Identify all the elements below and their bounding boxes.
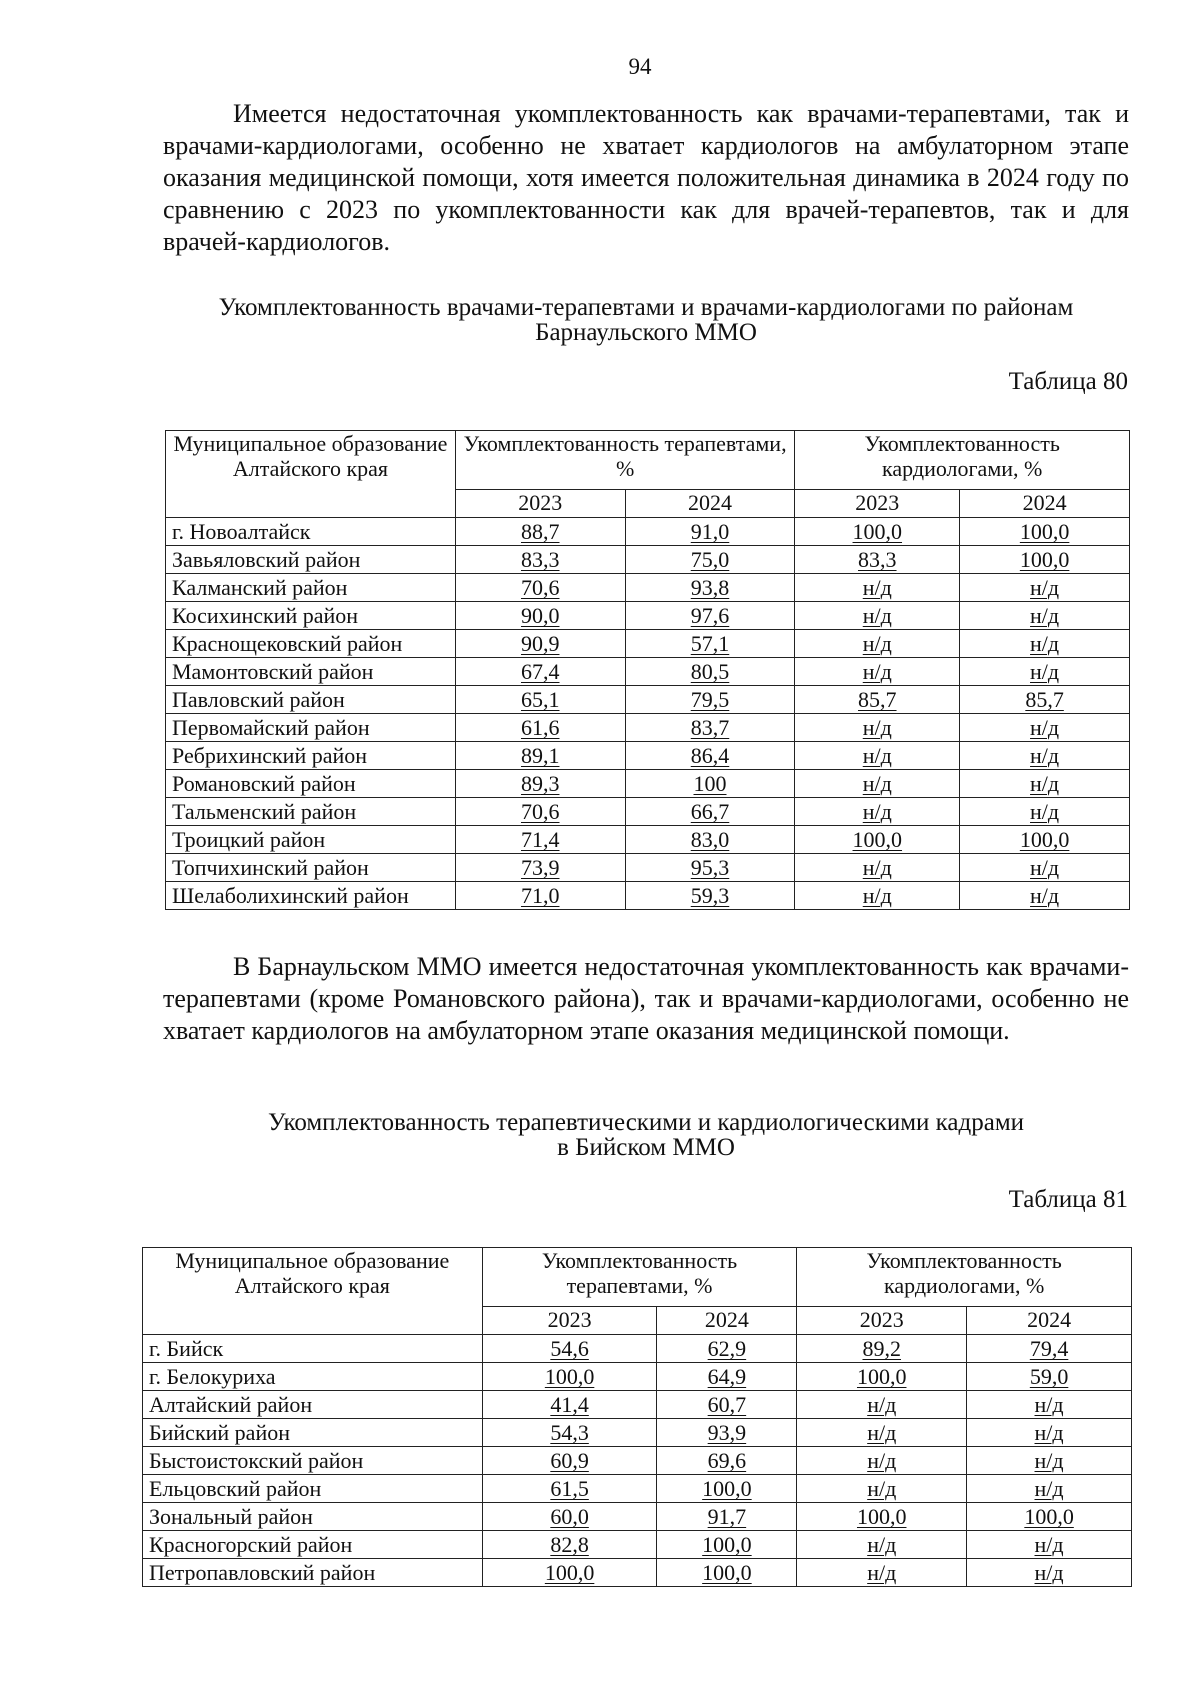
staffing-value [625, 770, 795, 798]
table80-heading [163, 295, 1129, 345]
staffing-value-text: 57,1 [690, 631, 730, 656]
paragraph-intro [163, 98, 1129, 258]
municipality-name: г. Белокуриха [143, 1363, 483, 1391]
table-row [166, 630, 1130, 658]
staffing-value [795, 882, 960, 910]
staffing-value [960, 518, 1130, 546]
staffing-value-text: 79,5 [690, 687, 730, 712]
municipality-name: Калманский район [166, 574, 456, 602]
staffing-value-text: 83,0 [690, 827, 730, 852]
table-row [143, 1531, 1132, 1559]
staffing-value-text: н/д [1030, 883, 1060, 908]
header-therapists: Укомплектованность терапевтами, % [482, 1248, 797, 1307]
header-year: 2023 [482, 1307, 657, 1335]
staffing-value-text: н/д [862, 743, 892, 768]
staffing-value [967, 1419, 1132, 1447]
staffing-value-text: н/д [867, 1420, 897, 1445]
staffing-value [625, 798, 795, 826]
municipality-name: Алтайский район [143, 1391, 483, 1419]
staffing-value [960, 714, 1130, 742]
staffing-value [657, 1335, 797, 1363]
staffing-value [625, 518, 795, 546]
table-80 [165, 430, 1130, 910]
staffing-value [797, 1531, 967, 1559]
table-row [166, 574, 1130, 602]
staffing-value-text: 100,0 [1019, 827, 1070, 852]
staffing-value-text: 100,0 [544, 1364, 595, 1389]
header-year: 2024 [960, 490, 1130, 518]
staffing-value-text: 88,7 [520, 519, 560, 544]
staffing-value [795, 742, 960, 770]
staffing-value-text: н/д [1030, 603, 1060, 628]
staffing-value [967, 1335, 1132, 1363]
staffing-value-text: н/д [862, 883, 892, 908]
staffing-value [482, 1531, 657, 1559]
staffing-value-text: 71,0 [520, 883, 560, 908]
staffing-value [797, 1475, 967, 1503]
staffing-value [797, 1447, 967, 1475]
staffing-value-text: 65,1 [520, 687, 560, 712]
staffing-value-text: н/д [862, 659, 892, 684]
staffing-value-text: 90,0 [520, 603, 560, 628]
staffing-value [795, 854, 960, 882]
staffing-value [967, 1363, 1132, 1391]
staffing-value-text: 83,3 [858, 547, 897, 572]
table80-heading-line1: Укомплектованность врачами-терапевтами и врачами-кардиологами по районам [218, 294, 1074, 321]
staffing-value [625, 574, 795, 602]
staffing-value [455, 518, 625, 546]
municipality-name: Шелаболихинский район [166, 882, 456, 910]
staffing-value-text: 83,7 [690, 715, 730, 740]
staffing-value [795, 826, 960, 854]
header-year: 2023 [797, 1307, 967, 1335]
staffing-value [960, 546, 1130, 574]
table-row [143, 1391, 1132, 1419]
staffing-value-text: 73,9 [520, 855, 560, 880]
table-row [166, 770, 1130, 798]
staffing-value-text: 59,3 [690, 883, 730, 908]
paragraph-intro-text: Имеется недостаточная укомплектованность как врачами-терапевтами, так и врачами-кардиологами, особенно не хватает кардиологов на амбулаторном этапе оказания медицинской помощи, хотя имеется положительная динамика в 2024 году по сравнению с 2023 по укомплектованности как для врачей-терапевтов, так и для врачей-кардиологов. [163, 99, 1129, 256]
table-row [166, 714, 1130, 742]
staffing-value-text: 69,6 [707, 1448, 747, 1473]
staffing-value-text: н/д [867, 1532, 897, 1557]
staffing-value [795, 630, 960, 658]
staffing-value [455, 630, 625, 658]
staffing-value [625, 826, 795, 854]
staffing-value [967, 1391, 1132, 1419]
staffing-value-text: 80,5 [690, 659, 730, 684]
staffing-value [482, 1391, 657, 1419]
municipality-name: Красногорский район [143, 1531, 483, 1559]
staffing-value-text: н/д [1034, 1420, 1064, 1445]
staffing-value [795, 770, 960, 798]
staffing-value [657, 1419, 797, 1447]
table-row [143, 1475, 1132, 1503]
table80-body [166, 518, 1130, 910]
staffing-value-text: 91,7 [707, 1504, 747, 1529]
staffing-value [967, 1475, 1132, 1503]
staffing-value-text: н/д [1030, 631, 1060, 656]
municipality-name: Ельцовский район [143, 1475, 483, 1503]
staffing-value-text: 61,5 [550, 1476, 589, 1501]
municipality-name: Краснощековский район [166, 630, 456, 658]
staffing-value [625, 714, 795, 742]
staffing-value-text: 100,0 [544, 1560, 595, 1585]
staffing-value-text: 85,7 [858, 687, 897, 712]
staffing-value-text: 90,9 [520, 631, 560, 656]
staffing-value [960, 826, 1130, 854]
municipality-name: Косихинский район [166, 602, 456, 630]
header-year: 2023 [795, 490, 960, 518]
staffing-value-text: 89,2 [862, 1336, 901, 1361]
staffing-value [960, 686, 1130, 714]
staffing-value-text: н/д [867, 1392, 897, 1417]
staffing-value-text: н/д [862, 575, 892, 600]
staffing-value [795, 574, 960, 602]
staffing-value [960, 882, 1130, 910]
staffing-value-text: 100,0 [1019, 547, 1070, 572]
staffing-value-text: н/д [1034, 1560, 1064, 1585]
staffing-value [960, 658, 1130, 686]
staffing-value [455, 546, 625, 574]
municipality-name: Павловский район [166, 686, 456, 714]
municipality-name: Петропавловский район [143, 1559, 483, 1587]
staffing-value [625, 854, 795, 882]
staffing-value [967, 1531, 1132, 1559]
table-row [143, 1559, 1132, 1587]
staffing-value [795, 518, 960, 546]
staffing-value-text: н/д [1030, 855, 1060, 880]
table-81 [142, 1247, 1132, 1587]
table-row [166, 826, 1130, 854]
staffing-value-text: н/д [862, 799, 892, 824]
staffing-value-text: 60,7 [707, 1392, 747, 1417]
staffing-value [967, 1447, 1132, 1475]
table80-label: Таблица 80 [1008, 368, 1128, 395]
table-row [166, 602, 1130, 630]
staffing-value [482, 1447, 657, 1475]
staffing-value [657, 1475, 797, 1503]
staffing-value [625, 602, 795, 630]
table-row [166, 518, 1130, 546]
staffing-value-text: 60,0 [550, 1504, 589, 1529]
staffing-value-text: н/д [862, 715, 892, 740]
staffing-value-text: 89,1 [520, 743, 560, 768]
staffing-value-text: н/д [1034, 1476, 1064, 1501]
staffing-value [482, 1559, 657, 1587]
staffing-value [657, 1363, 797, 1391]
staffing-value-text: 89,3 [520, 771, 560, 796]
staffing-value [960, 574, 1130, 602]
staffing-value [455, 770, 625, 798]
staffing-value [625, 686, 795, 714]
table-row [166, 882, 1130, 910]
staffing-value [657, 1503, 797, 1531]
staffing-value [482, 1419, 657, 1447]
staffing-value [795, 546, 960, 574]
staffing-value-text: 93,8 [690, 575, 730, 600]
staffing-value-text: н/д [862, 771, 892, 796]
staffing-value-text: н/д [1030, 575, 1060, 600]
staffing-value-text: н/д [1034, 1392, 1064, 1417]
staffing-value-text: 64,9 [707, 1364, 747, 1389]
table81-heading-line1: Укомплектованность терапевтическими и кардиологическими кадрами [267, 1109, 1025, 1136]
staffing-value [455, 686, 625, 714]
municipality-name: г. Бийск [143, 1335, 483, 1363]
staffing-value-text: 100,0 [856, 1364, 907, 1389]
municipality-name: Быстоистокский район [143, 1447, 483, 1475]
municipality-name: Бийский район [143, 1419, 483, 1447]
staffing-value-text: н/д [1034, 1532, 1064, 1557]
table81-heading-line2: в Бийском ММО [557, 1134, 735, 1161]
staffing-value [625, 630, 795, 658]
staffing-value [960, 630, 1130, 658]
staffing-value-text: 70,6 [520, 575, 560, 600]
staffing-value-text: н/д [1030, 743, 1060, 768]
paragraph-conclusion [163, 951, 1129, 1047]
staffing-value-text: н/д [1030, 715, 1060, 740]
table81-label: Таблица 81 [1008, 1186, 1128, 1213]
staffing-value [797, 1335, 967, 1363]
staffing-value [455, 602, 625, 630]
staffing-value [657, 1391, 797, 1419]
header-municipality: Муниципальное образование Алтайского края [143, 1248, 483, 1335]
table81-heading [163, 1110, 1129, 1160]
staffing-value [797, 1559, 967, 1587]
staffing-value-text: н/д [867, 1476, 897, 1501]
staffing-value [960, 798, 1130, 826]
staffing-value [797, 1391, 967, 1419]
municipality-name: Мамонтовский район [166, 658, 456, 686]
staffing-value [625, 546, 795, 574]
staffing-value-text: н/д [862, 603, 892, 628]
header-year: 2024 [657, 1307, 797, 1335]
header-municipality: Муниципальное образование Алтайского края [166, 431, 456, 518]
staffing-value [797, 1503, 967, 1531]
municipality-name: Первомайский район [166, 714, 456, 742]
staffing-value-text: н/д [867, 1448, 897, 1473]
table-row [143, 1363, 1132, 1391]
table-row [166, 854, 1130, 882]
municipality-name: Троицкий район [166, 826, 456, 854]
staffing-value [960, 742, 1130, 770]
municipality-name: Романовский район [166, 770, 456, 798]
staffing-value [657, 1559, 797, 1587]
staffing-value-text: 59,0 [1029, 1364, 1069, 1389]
header-year: 2024 [625, 490, 795, 518]
table-row [166, 546, 1130, 574]
staffing-value-text: 100,0 [852, 519, 903, 544]
staffing-value-text: н/д [1030, 799, 1060, 824]
staffing-value [960, 854, 1130, 882]
table-row [143, 1503, 1132, 1531]
staffing-value [482, 1503, 657, 1531]
table-row [143, 1419, 1132, 1447]
staffing-value [795, 602, 960, 630]
staffing-value [482, 1363, 657, 1391]
staffing-value-text: н/д [867, 1560, 897, 1585]
staffing-value-text: н/д [862, 855, 892, 880]
staffing-value [657, 1531, 797, 1559]
staffing-value-text: 86,4 [690, 743, 730, 768]
staffing-value-text: 100,0 [702, 1560, 752, 1585]
municipality-name: Зональный район [143, 1503, 483, 1531]
staffing-value [482, 1475, 657, 1503]
header-therapists: Укомплектованность терапевтами, % [455, 431, 795, 490]
table81-body [143, 1335, 1132, 1587]
staffing-value-text: 91,0 [690, 519, 730, 544]
staffing-value-text: 54,3 [550, 1420, 589, 1445]
staffing-value-text: 93,9 [707, 1420, 747, 1445]
municipality-name: г. Новоалтайск [166, 518, 456, 546]
staffing-value [625, 658, 795, 686]
staffing-value [960, 602, 1130, 630]
municipality-name: Ребрихинский район [166, 742, 456, 770]
staffing-value [455, 658, 625, 686]
staffing-value-text: 100,0 [702, 1532, 752, 1557]
staffing-value [455, 854, 625, 882]
staffing-value-text: 62,9 [707, 1336, 747, 1361]
staffing-value [455, 826, 625, 854]
staffing-value-text: 54,6 [550, 1336, 589, 1361]
staffing-value-text: н/д [1034, 1448, 1064, 1473]
staffing-value-text: 100,0 [852, 827, 903, 852]
table-row [166, 686, 1130, 714]
header-year: 2024 [967, 1307, 1132, 1335]
staffing-value-text: 75,0 [690, 547, 730, 572]
staffing-value-text: 97,6 [690, 603, 730, 628]
table-row [166, 798, 1130, 826]
staffing-value [795, 714, 960, 742]
staffing-value-text: 79,4 [1029, 1336, 1069, 1361]
staffing-value-text: 71,4 [520, 827, 560, 852]
staffing-value-text: 60,9 [550, 1448, 589, 1473]
staffing-value [657, 1447, 797, 1475]
staffing-value-text: 41,4 [550, 1392, 589, 1417]
header-year: 2023 [455, 490, 625, 518]
staffing-value-text: 61,6 [520, 715, 560, 740]
staffing-value [625, 882, 795, 910]
staffing-value [960, 770, 1130, 798]
staffing-value [967, 1503, 1132, 1531]
staffing-value-text: 100,0 [1024, 1504, 1074, 1529]
staffing-value [455, 574, 625, 602]
municipality-name: Тальменский район [166, 798, 456, 826]
staffing-value-text: 85,7 [1025, 687, 1064, 712]
staffing-value [455, 742, 625, 770]
staffing-value [625, 742, 795, 770]
staffing-value-text: 100,0 [856, 1504, 907, 1529]
table80-heading-line2: Барнаульского ММО [535, 319, 757, 346]
staffing-value-text: 67,4 [520, 659, 560, 684]
staffing-value [455, 882, 625, 910]
staffing-value-text: 70,6 [520, 799, 560, 824]
staffing-value-text: н/д [1030, 659, 1060, 684]
staffing-value-text: 95,3 [690, 855, 730, 880]
header-cardiologists: Укомплектованность кардиологами, % [797, 1248, 1132, 1307]
staffing-value [455, 798, 625, 826]
staffing-value [795, 798, 960, 826]
staffing-value-text: 100 [693, 771, 727, 796]
staffing-value-text: 83,3 [520, 547, 560, 572]
staffing-value [795, 686, 960, 714]
staffing-value-text: 82,8 [550, 1532, 589, 1557]
staffing-value-text: 100,0 [1019, 519, 1070, 544]
paragraph-conclusion-text: В Барнаульском ММО имеется недостаточная укомплектованность как врачами-терапевтами (кроме Романовского района), так и врачами-кардиологами, особенно не хватает кардиологов на амбулаторном этапе оказания медицинской помощи. [163, 952, 1129, 1045]
table-row [143, 1335, 1132, 1363]
staffing-value [797, 1363, 967, 1391]
table-row [143, 1447, 1132, 1475]
table-row [166, 658, 1130, 686]
page-number: 94 [628, 54, 652, 79]
staffing-value-text: н/д [1030, 771, 1060, 796]
staffing-value [967, 1559, 1132, 1587]
table-row [166, 742, 1130, 770]
staffing-value-text: н/д [862, 631, 892, 656]
municipality-name: Завьяловский район [166, 546, 456, 574]
staffing-value [482, 1335, 657, 1363]
staffing-value [455, 714, 625, 742]
staffing-value-text: 100,0 [702, 1476, 752, 1501]
header-cardiologists: Укомплектованность кардиологами, % [795, 431, 1130, 490]
staffing-value [797, 1419, 967, 1447]
municipality-name: Топчихинский район [166, 854, 456, 882]
staffing-value [795, 658, 960, 686]
staffing-value-text: 66,7 [690, 799, 730, 824]
